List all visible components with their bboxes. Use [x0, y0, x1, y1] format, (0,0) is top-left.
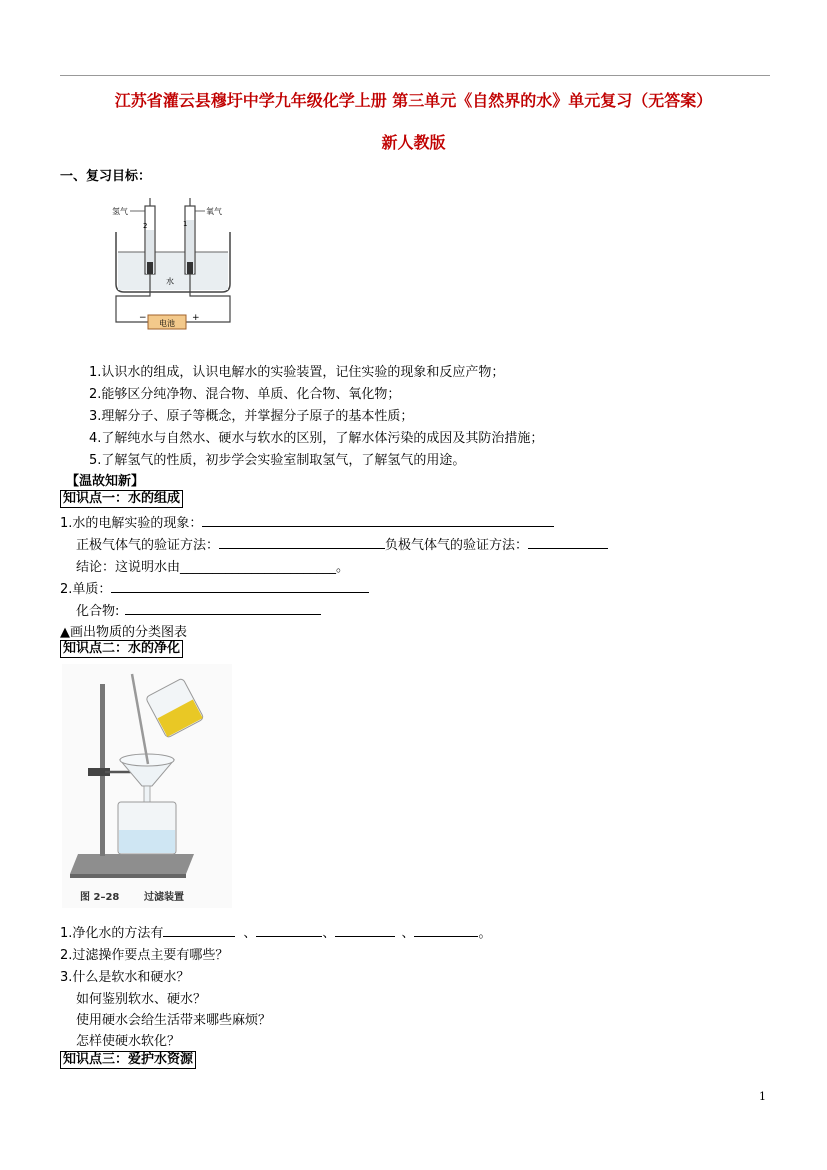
- kp1-neg-blank[interactable]: [528, 536, 608, 549]
- kp2-q1-blank4[interactable]: [414, 924, 478, 937]
- goal-item: 4.了解纯水与自然水、硬水与软水的区别，了解水体污染的成因及其防治措施；: [89, 431, 544, 446]
- kp2-q1-end: 。: [478, 926, 492, 941]
- kp1-q1: [60, 512, 554, 531]
- kp2-q1-sep: 、: [322, 926, 336, 941]
- kp2-q3: 3.什么是软水和硬水？: [60, 970, 190, 985]
- water-label: 水: [166, 277, 174, 286]
- plus-sign: +: [192, 313, 200, 323]
- review-heading: 【温故知新】: [66, 474, 145, 489]
- filtration-caption-text: 过滤装置: [144, 892, 184, 903]
- page-number: 1: [759, 1090, 766, 1103]
- goal-item: 1.认识水的组成，认识电解水的实验装置，记住实验的现象和反应产物；: [89, 365, 505, 380]
- battery-label: 电池: [159, 319, 175, 328]
- kp2-q2: 2.过滤操作要点主要有哪些？: [60, 948, 229, 963]
- kp1-pos-blank[interactable]: [219, 536, 385, 549]
- kp1-pos-label: 正极气体气的验证方法：: [76, 538, 220, 553]
- kp3-title: 知识点三：爱护水资源: [60, 1051, 196, 1069]
- kp1-q2-label: 2.单质：: [60, 582, 112, 597]
- kp1-q2-blank[interactable]: [111, 580, 369, 593]
- kp2-title: 知识点二：水的净化: [60, 640, 183, 658]
- kp1-conclusion-fill[interactable]: ________________________: [180, 560, 337, 575]
- svg-text:2: 2: [143, 222, 148, 230]
- kp1-task: ▲画出物质的分类图表: [60, 625, 187, 640]
- kp1-compound: [76, 600, 321, 619]
- kp1-conclusion-end: 。: [336, 560, 350, 575]
- kp1-q1-verify: [76, 534, 608, 553]
- kp1-compound-blank[interactable]: [125, 602, 321, 615]
- goal-item: 5.了解氢气的性质，初步学会实验室制取氢气，了解氢气的用途。: [89, 453, 466, 468]
- svg-text:1: 1: [183, 220, 188, 228]
- filtration-caption-number: 图 2–28: [80, 892, 120, 903]
- kp1-conclusion: [76, 556, 349, 575]
- kp2-q1-blank3[interactable]: [335, 924, 395, 937]
- kp2-q1-label: 1.净化水的方法有: [60, 926, 164, 941]
- kp1-compound-label: 化合物:: [76, 604, 120, 619]
- kp1-neg-label: 负极气体气的验证方法：: [385, 538, 529, 553]
- kp1-q2: [60, 578, 369, 597]
- kp2-q1-blank1[interactable]: [163, 924, 235, 937]
- minus-sign: −: [139, 313, 147, 323]
- kp1-q1-blank[interactable]: [202, 514, 554, 527]
- header-rule: [60, 75, 770, 76]
- kp2-q1-sep: 、: [243, 926, 257, 941]
- kp1-conclusion-label: 结论：这说明水由: [76, 560, 181, 575]
- section1-heading: 一、复习目标：: [60, 169, 152, 184]
- filtration-apparatus-figure: [62, 664, 232, 908]
- goal-item: 3.理解分子、原子等概念，并掌握分子原子的基本性质；: [89, 409, 414, 424]
- doc-title-line2: 新人教版: [381, 133, 446, 152]
- kp2-q3-identify: 如何鉴别软水、硬水？: [76, 992, 207, 1007]
- kp2-q3-trouble: 使用硬水会给生活带来哪些麻烦？: [76, 1013, 272, 1028]
- kp2-q1-sep: 、: [401, 926, 415, 941]
- electrolysis-apparatus-figure: [108, 196, 238, 334]
- hydrogen-label: 氢气: [112, 207, 128, 216]
- doc-title-line1: 江苏省灌云县穆圩中学九年级化学上册 第三单元《自然界的水》单元复习（无答案）: [114, 91, 713, 110]
- oxygen-label: 氧气: [206, 207, 222, 216]
- kp2-q3-soften: 怎样使硬水软化？: [76, 1034, 181, 1049]
- kp2-q1-blank2[interactable]: [256, 924, 322, 937]
- kp2-q1: [60, 922, 491, 941]
- kp1-q1-label: 1.水的电解实验的现象：: [60, 516, 203, 531]
- kp1-title: 知识点一：水的组成: [60, 490, 183, 508]
- goal-item: 2.能够区分纯净物、混合物、单质、化合物、氧化物；: [89, 387, 401, 402]
